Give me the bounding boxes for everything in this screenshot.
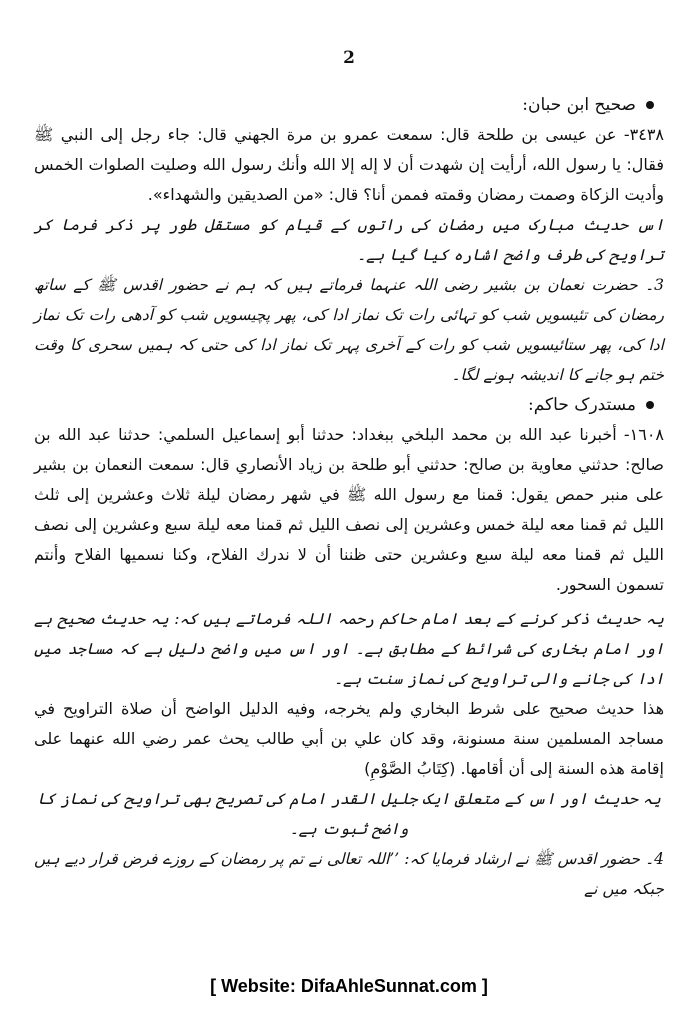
hadith-1608-text: ١٦٠٨- أخبرنا عبد الله بن محمد البلخي ببغداد: حدثنا أبو إسماعيل السلمي: حدثنا عبد الله بن صالح: حدثني معاوية بن صالح: حدثني أبو طلحة بن زياد الأنصاري قال: سمعت النعمان بن بشير على منبر حمص يقول: قمنا مع رسول الله ﷺ في شهر رمضان ليلة ثلاث وعشرين إلى ثلث الليل ثم قمنا معه ليلة خمس وعشرين إلى نصف الليل ثم قمنا معه ليلة سبع وعشرين إلى نصف الليل ثم قمنا معه ليلة سبع وعشرين حتى ظننا أن لا ندرك الفلاح، وكنا نسميها الفلاح وأنتم تسمون السحور. (34, 425, 664, 594)
arabic-hakim-statement: هذا حديث صحيح على شرط البخاري ولم يخرجه، وفيه الدليل الواضح أن صلاة التراويح في مساجد المسلمين سنة مسنونة، وقد كان علي بن أبي طالب يحث عمر رضي الله عنهما على إقامة هذه السنة إلى أن أقامها. (كِتَابُ الصَّوْمِ) (34, 699, 664, 778)
hadith-3438-text: ٣٤٣٨- عن عيسى بن طلحة قال: سمعت عمرو بن مرة الجهني قال: جاء رجل إلى النبي ﷺ فقال: يا رسول الله، أرأيت إن شهدت أن لا إله إلا الله وأنك رسول الله وصليت الصلوات الخمس وأديت الزكاة وصمت رمضان وقمته فممن أنا؟ قال: «من الصديقين والشهداء». (34, 125, 664, 204)
urdu-paragraph-3: 3۔ حضرت نعمان بن بشیر رضی اللہ عنہما فرماتے ہیں کہ ہم نے حضور اقدس ﷺ کے ساتھ رمضان کی تئیسویں شب کو تہائی رات تک نماز ادا کی، پھر پچیسویں شب کو آدھی رات تک نماز ادا کی، پھر ستائیسویں شب کو رات کے آخری پہر تک نماز ادا کی حتی کہ ہمیں سحری کا وقت ختم ہو جانے کا اندیشہ ہونے لگا۔ (34, 276, 664, 384)
website-footer: [ Website: DifaAhleSunnat.com ] (210, 976, 488, 996)
page-content (34, 90, 664, 904)
urdu-conclusion: یہ حدیث اور اس کے متعلق ایک جلیل القدر امام کی تصریح بھی تراویح کی نماز کا واضح ثبوت ہے۔ (37, 790, 661, 838)
urdu-paragraph-4: 4۔ حضور اقدس ﷺ نے ارشاد فرمایا کہ: ’’اللہ تعالی نے تم پر رمضان کے روزے فرض قرار دیے ہیں جبکہ میں نے (34, 850, 664, 898)
page-number: 2 (343, 48, 355, 68)
urdu-commentary-1: اس حدیث مبارک میں رمضان کی راتوں کے قیام کو مستقل طور پر ذکر فرما کر تراویح کی طرف واضح اشارہ کیا گیا ہے۔ (34, 216, 664, 264)
heading-text: مستدرک حاکم: (528, 395, 636, 415)
urdu-commentary-hakim: یہ حدیث ذکر کرنے کے بعد امام حاکم رحمہ اللہ فرماتے ہیں کہ: یہ حدیث صحیح ہے اور امام بخاری کی شرائط کے مطابق ہے۔ اور اس میں واضح دلیل ہے کہ مساجد میں ادا کی جانے والی تراویح کی نماز سنت ہے۔ (34, 610, 664, 688)
bullet-icon (646, 401, 654, 409)
heading-text: صحیح ابن حبان: (522, 95, 636, 115)
section-heading-sahih-ibn-hibban (34, 90, 664, 120)
section-heading-mustadrak-hakim (34, 390, 664, 420)
bullet-icon (646, 101, 654, 109)
